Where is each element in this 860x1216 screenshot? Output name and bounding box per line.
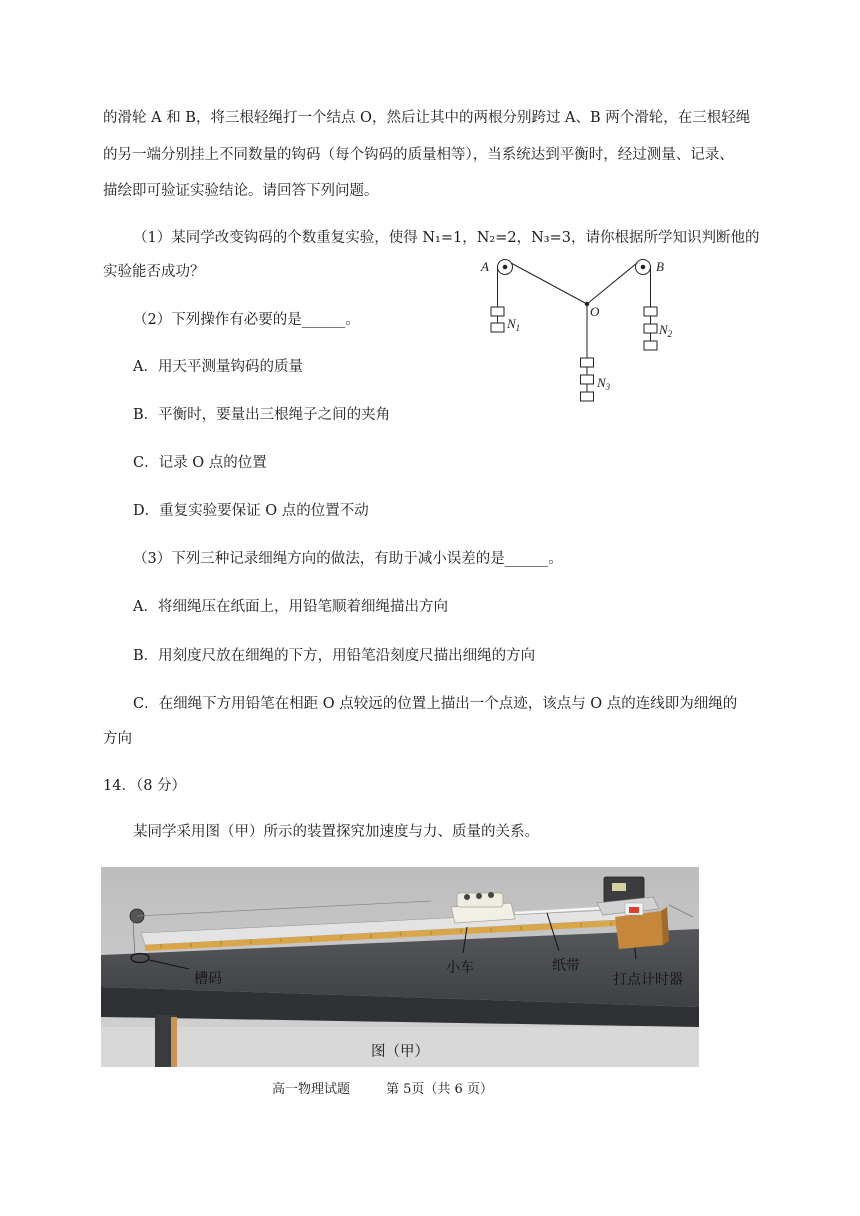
q2-option-a: A．用天平测量钩码的质量 xyxy=(133,359,303,375)
weight-n3-1 xyxy=(581,358,594,367)
label-weight: 槽码 xyxy=(194,971,222,987)
q14-number: 14．（8 分） xyxy=(103,778,187,794)
weight-n2-2 xyxy=(644,324,657,333)
apparatus-illustration xyxy=(101,867,699,1067)
q14-stem: 某同学采用图（甲）所示的装置探究加速度与力、质量的关系。 xyxy=(133,824,539,840)
q2-option-b: B．平衡时，要量出三根绳子之间的夹角 xyxy=(133,407,391,423)
q3-stem: （3）下列三种记录细绳方向的做法，有助于减小误差的是______。 xyxy=(133,551,563,567)
q3-option-c: C．在细绳下方用铅笔在相距 O 点较远的位置上描出一个点迹，该点与 O 点的连线即为细绳的 xyxy=(133,696,738,712)
q3-option-c-cont: 方向 xyxy=(103,731,132,747)
label-a: A xyxy=(481,259,489,274)
label-n1: $N_1$ xyxy=(507,316,521,333)
q2-stem: （2）下列操作有必要的是______。 xyxy=(133,312,360,328)
footer-page: 第 5页（共 6 页） xyxy=(386,1082,493,1097)
label-n3: $N_3$ xyxy=(597,375,611,392)
weight-n2-3 xyxy=(644,341,657,350)
rope-b-o xyxy=(587,263,637,304)
label-b: B xyxy=(656,259,664,274)
intro-line-2: 的另一端分别挂上不同数量的钩码（每个钩码的质量相等），当系统达到平衡时，经过测量、记录、 xyxy=(103,147,734,163)
rope-a-o xyxy=(511,263,587,304)
q3-option-b: B．用刻度尺放在细绳的下方，用铅笔沿刻度尺描出细绳的方向 xyxy=(133,648,536,664)
q2-option-c: C．记录 O 点的位置 xyxy=(133,455,267,471)
label-timer: 打点计时器 xyxy=(613,972,683,988)
weight-n3-2 xyxy=(581,375,594,384)
label-cart: 小车 xyxy=(446,960,474,976)
q2-option-d: D．重复实验要保证 O 点的位置不动 xyxy=(133,503,369,519)
intro-line-1: 的滑轮 A 和 B，将三根轻绳打一个结点 O，然后让其中的两根分别跨过 A、B 两个滑轮，在三根轻绳 xyxy=(103,110,751,126)
weight-n1-1 xyxy=(491,307,504,316)
label-n2: $N_2$ xyxy=(659,322,673,339)
weight-n2-1 xyxy=(644,307,657,316)
intro-line-3: 描绘即可验证实验结论。请回答下列问题。 xyxy=(103,183,379,199)
weight-n1-2 xyxy=(491,323,504,332)
label-o: O xyxy=(590,304,600,319)
page-footer xyxy=(272,1078,529,1097)
figure-caption: 图（甲） xyxy=(371,1044,429,1060)
label-tape: 纸带 xyxy=(552,958,580,974)
q1-line-2: 实验能否成功？ xyxy=(103,264,205,280)
apparatus-photo xyxy=(101,867,699,1067)
q3-option-a: A．将细绳压在纸面上，用铅笔顺着细绳描出方向 xyxy=(133,599,448,615)
q1-line-1: （1）某同学改变钩码的个数重复实验，使得 N₁=1，N₂=2，N₃=3，请你根据所学知识判断他的 xyxy=(133,230,760,246)
pulley-diagram xyxy=(470,252,690,412)
weight-n3-3 xyxy=(581,392,594,401)
knot-o xyxy=(585,302,589,306)
footer-title: 高一物理试题 xyxy=(272,1082,351,1097)
